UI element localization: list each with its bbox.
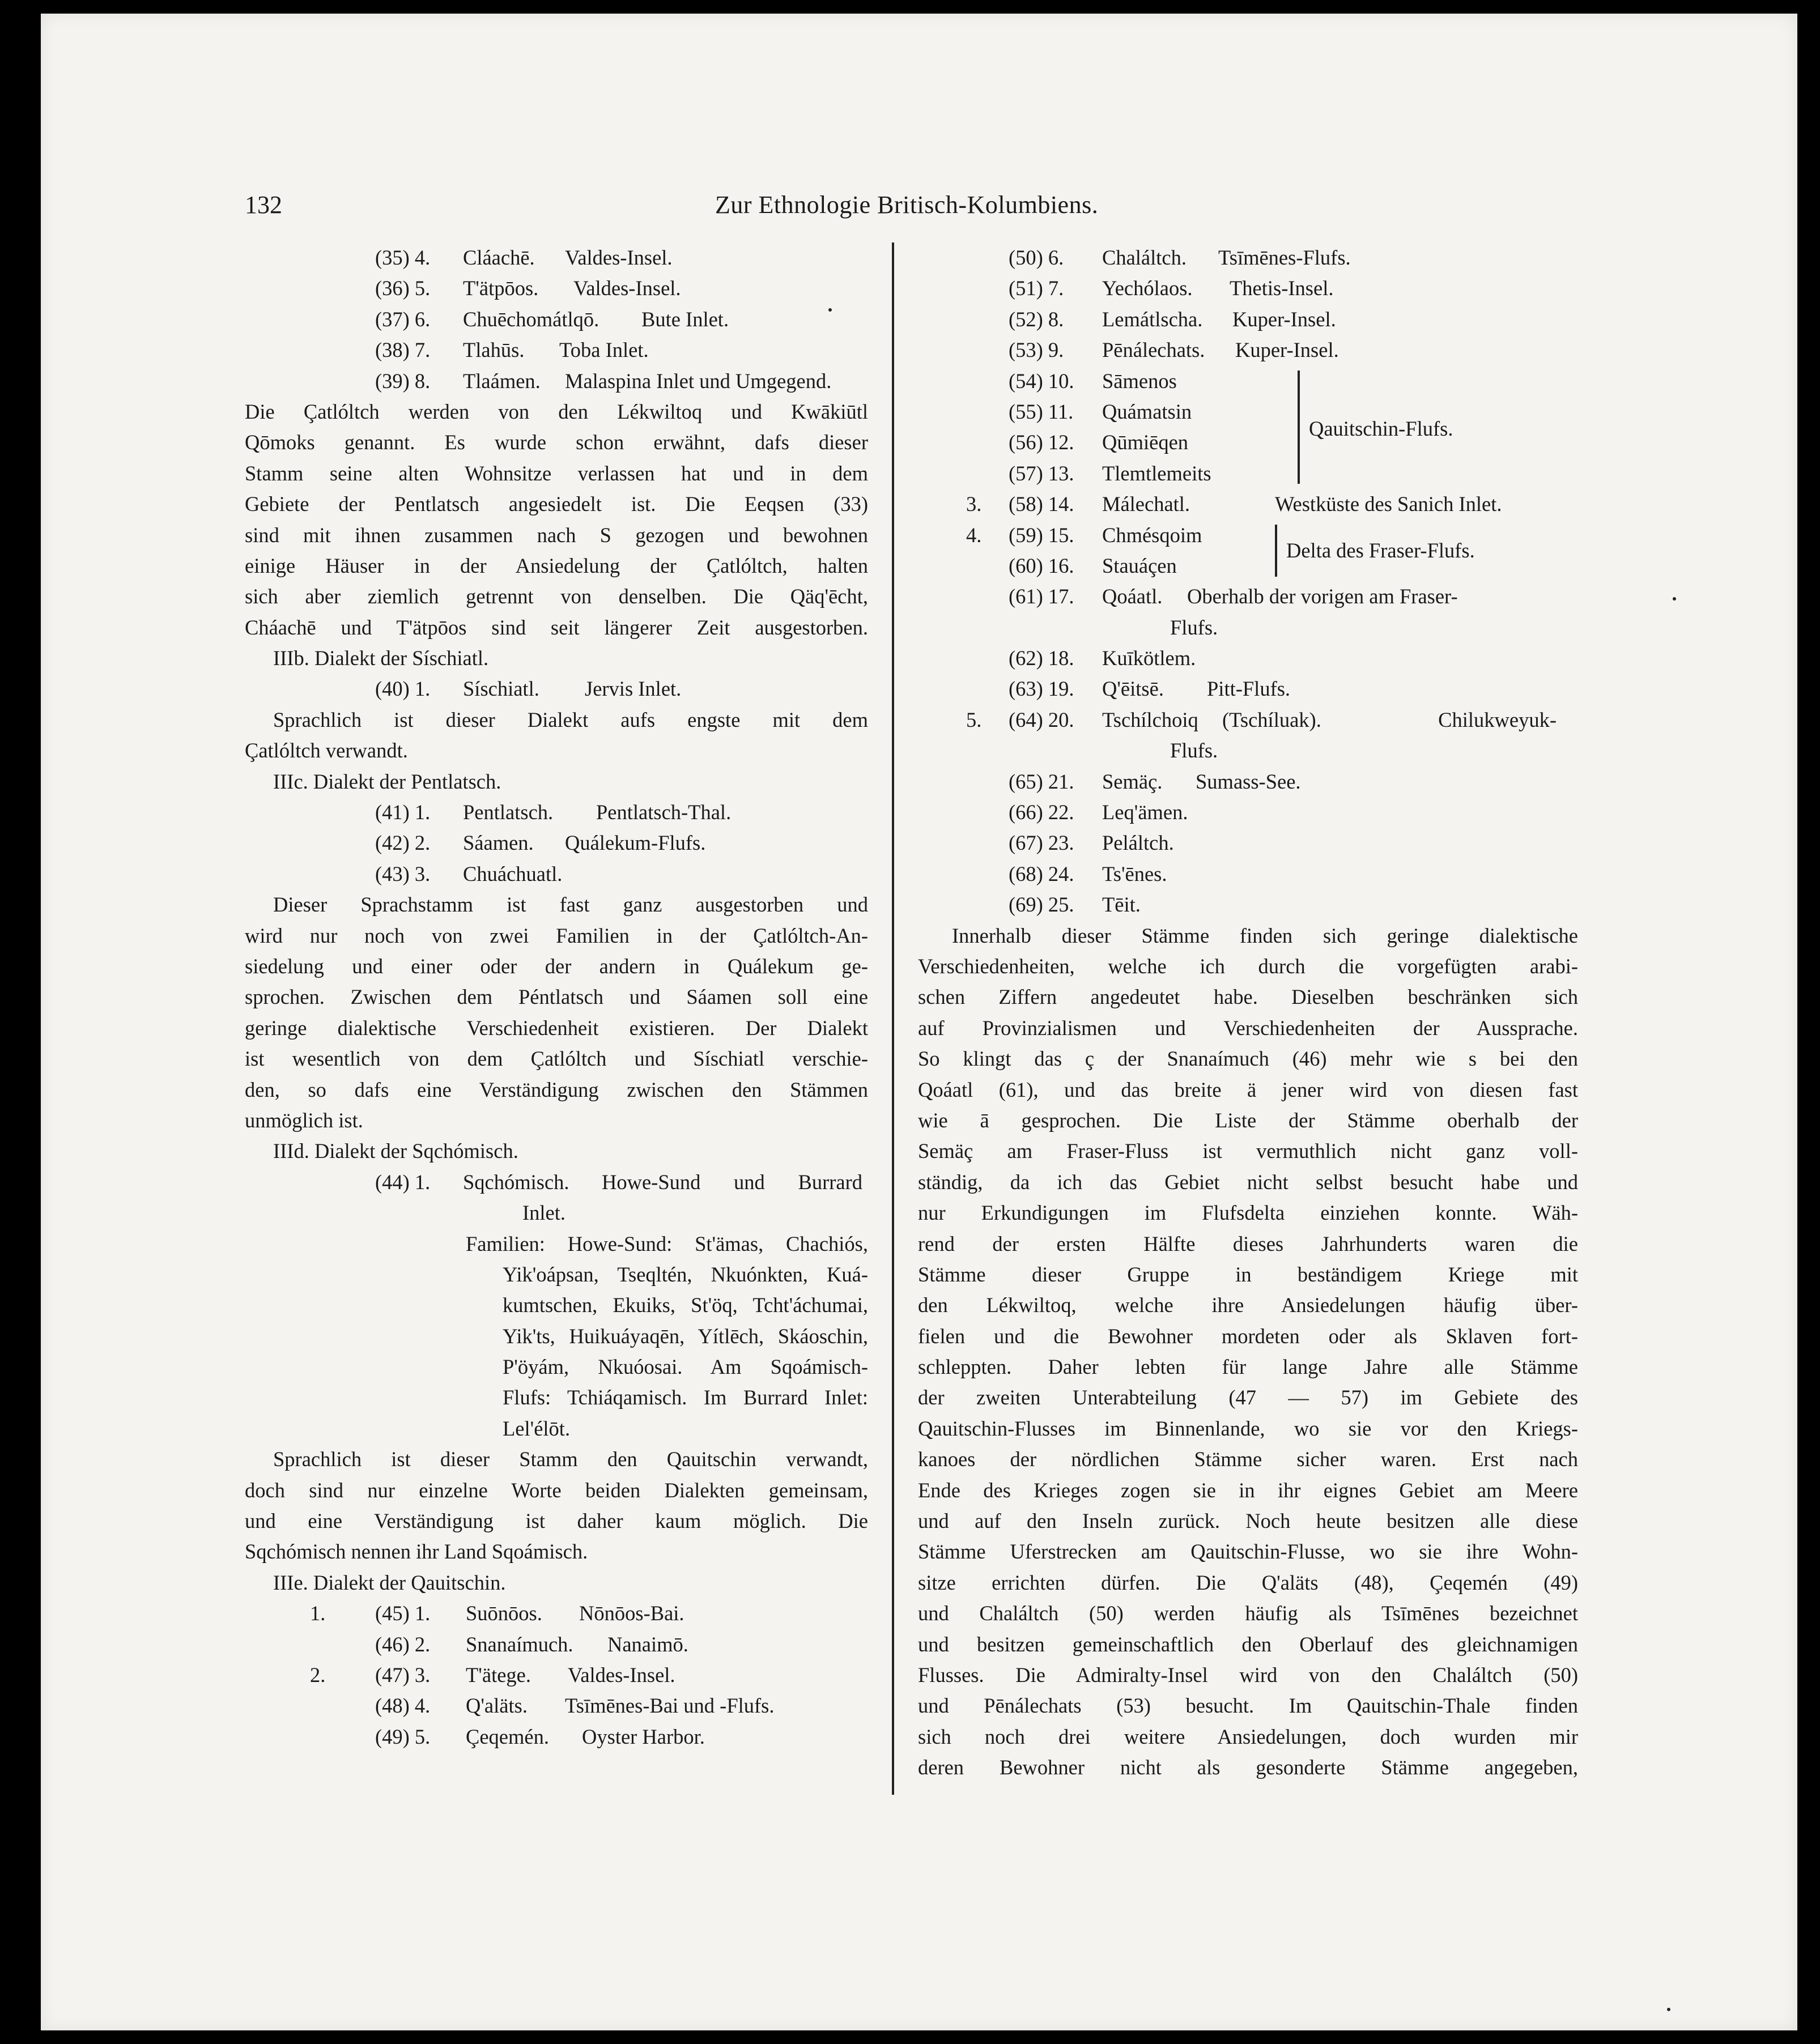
text-line: kanoes der nördlichen Stämme sicher waren. Erst nach xyxy=(918,1447,1578,1471)
text-line: fielen und die Bewohner mordeten oder als Sklaven fort- xyxy=(918,1324,1578,1348)
entry-number: (60) 16. xyxy=(1009,553,1074,577)
text-line: wie ā gesprochen. Die Liste der Stämme oberhalb der xyxy=(918,1108,1578,1132)
entry-name: Qūmiēqen xyxy=(1102,431,1189,454)
entry-number: (63) 19. xyxy=(1009,677,1074,701)
entry-name: Quámatsin xyxy=(1102,399,1192,423)
entry-number: (56) 12. xyxy=(1009,431,1074,454)
entry-place: (Tschíluak). Chilukweyuk- xyxy=(1222,708,1557,731)
text-line: Çatlóltch verwandt. xyxy=(245,739,408,763)
entry-name: Sqchómisch. xyxy=(463,1170,569,1194)
tribe-entry xyxy=(918,889,1578,920)
entry-number: (35) 4. xyxy=(375,246,431,269)
entry-place: Quálekum-Flufs. xyxy=(565,831,706,855)
tribe-entry xyxy=(245,859,868,889)
tribe-entry xyxy=(918,551,1578,581)
entry-number: (45) 1. xyxy=(375,1602,431,1625)
text-line: unmöglich ist. xyxy=(245,1108,363,1132)
scanned-page xyxy=(41,14,1797,2030)
text-line: und auf den Inseln zurück. Noch heute besitzen alle diese xyxy=(918,1509,1578,1533)
text-line: Flusses. Die Admiralty-Insel wird von den Chaláltch (50) xyxy=(918,1663,1578,1687)
page-number: 132 xyxy=(245,191,282,219)
tribe-entry xyxy=(918,828,1578,858)
text-line: sprochen. Zwischen dem Péntlatsch und Sáamen soll eine xyxy=(245,985,868,1009)
entry-name: T'ätpōos. xyxy=(463,276,539,300)
entry-number: (41) 1. xyxy=(375,800,431,824)
entry-place: Oberhalb der vorigen am Fraser- xyxy=(1187,585,1458,608)
entry-name: Chmésqoim xyxy=(1102,523,1202,547)
text-line: Sprachlich ist dieser Stamm den Qauitschin verwandt, xyxy=(273,1447,868,1471)
entry-place: Sumass-See. xyxy=(1196,769,1301,793)
tribe-entry xyxy=(918,273,1578,304)
tribe-entry xyxy=(918,458,1578,489)
section-heading-iiic: IIIc. Dialekt der Pentlatsch. xyxy=(273,769,501,793)
text-line: sich aber ziemlich getrennt von denselben. Die Qäq'ēcht, xyxy=(245,585,868,608)
entry-group: 1. xyxy=(310,1602,326,1625)
paragraph-sischiatl xyxy=(245,705,868,766)
entry-number: (68) 24. xyxy=(1009,862,1074,885)
entry-place: Kuper-Insel. xyxy=(1232,307,1336,331)
ink-speck xyxy=(1667,2008,1670,2011)
entry-number: (51) 7. xyxy=(1009,276,1064,300)
entry-name: Peláltch. xyxy=(1102,831,1174,855)
tribe-entry xyxy=(245,828,868,858)
text-line: schen Ziffern angedeutet habe. Dieselben beschränken sich xyxy=(918,985,1578,1009)
text-line: einige Häuser in der Ansiedelung der Çatlóltch, halten xyxy=(245,553,868,577)
text-line: sitze errichten dürfen. Die Q'aläts (48), Çeqemén (49) xyxy=(918,1570,1578,1594)
tribe-entry xyxy=(245,1167,868,1198)
text-line: siedelung und einer oder der andern in Quálekum ge- xyxy=(245,954,868,978)
page-header xyxy=(245,190,1605,236)
text-line: sind mit ihnen zusammen nach S gezogen und bewohnen xyxy=(245,523,868,547)
tribe-entry xyxy=(245,304,868,335)
entry-place: Valdes-Insel. xyxy=(568,1663,675,1687)
tribe-entry xyxy=(245,1660,868,1690)
entry-list-a xyxy=(245,242,868,397)
column-divider xyxy=(892,242,894,1795)
text-line: sich noch drei weitere Ansiedelungen, doch wurden mir xyxy=(918,1724,1578,1748)
entry-number: (47) 3. xyxy=(375,1663,431,1687)
tribe-entry xyxy=(245,1598,868,1629)
text-line: und Chaláltch (50) werden häufig als Tsīmēnes bezeichnet xyxy=(918,1602,1578,1625)
entry-name: Tschílchoiq xyxy=(1102,708,1198,731)
entry-name: Chuēchomátlqō. xyxy=(463,307,599,331)
entry-number: (43) 3. xyxy=(375,862,431,885)
entry-place: Pitt-Flufs. xyxy=(1207,677,1291,701)
entry-place: Nōnōos-Bai. xyxy=(579,1602,684,1625)
entry-name: Semäç. xyxy=(1102,769,1163,793)
entry-name: Tlaámen. xyxy=(463,369,541,393)
bracket-label: Qauitschin-Flufs. xyxy=(1309,416,1453,440)
entry-place: Pentlatsch-Thal. xyxy=(596,800,732,824)
entry-name: T'ätege. xyxy=(466,1663,531,1687)
text-line: kumtschen, Ekuiks, St'öq, Tcht'áchumai, xyxy=(503,1293,868,1317)
entry-place: Kuper-Insel. xyxy=(1235,338,1339,362)
entry-number: (52) 8. xyxy=(1009,307,1064,331)
text-line: auf Provinzialismen und Verschiedenheiten der Aussprache. xyxy=(918,1016,1578,1040)
entry-list-c xyxy=(245,797,868,889)
entry-list-e xyxy=(245,1598,868,1752)
section-heading-iiie: IIIe. Dialekt der Qauitschin. xyxy=(273,1570,506,1594)
tribe-entry xyxy=(918,489,1578,519)
text-line: Stämme dieser Gruppe in beständigem Kriege mit xyxy=(918,1262,1578,1286)
entry-name: Snanaímuch. xyxy=(466,1632,573,1656)
paragraph-catloltch xyxy=(245,397,868,643)
entry-name: Suōnōos. xyxy=(466,1602,542,1625)
entry-name: Sāmenos xyxy=(1102,369,1177,393)
entry-name: Tlemtlemeits xyxy=(1102,461,1211,485)
left-column xyxy=(245,242,868,1752)
entry-name: Cláachē. xyxy=(463,246,535,269)
entry-place: Nanaimō. xyxy=(607,1632,688,1656)
tribe-entry xyxy=(918,427,1578,458)
tribe-entry xyxy=(918,859,1578,889)
text-line: Familien: Howe-Sund: St'ämas, Chachiós, xyxy=(466,1232,868,1255)
text-line: Dieser Sprachstamm ist fast ganz ausgestorben und xyxy=(273,893,868,917)
tribe-entry xyxy=(918,520,1578,551)
entry-list-right-c xyxy=(918,766,1578,921)
text-line: deren Bewohner nicht als gesonderte Stämme angegeben, xyxy=(918,1756,1578,1779)
text-line: So klingt das ç der Snanaímuch (46) mehr wie s bei den xyxy=(918,1047,1578,1071)
entry-continuation: Flufs. xyxy=(1170,739,1218,763)
entry-name: Q'ēitsē. xyxy=(1102,677,1164,701)
entry-place: Tsīmēnes-Flufs. xyxy=(1218,246,1351,269)
tribe-entry xyxy=(245,1722,868,1752)
tribe-entry xyxy=(245,674,868,704)
entry-number: (46) 2. xyxy=(375,1632,431,1656)
entry-name: Tēit. xyxy=(1102,893,1141,917)
paragraph-sqchomisch xyxy=(245,1444,868,1568)
entry-number: (57) 13. xyxy=(1009,461,1074,485)
text-line: und eine Verständigung ist daher kaum möglich. Die xyxy=(245,1509,868,1533)
ink-speck xyxy=(828,308,832,312)
text-line: Gebiete der Pentlatsch angesiedelt ist. Die Eeqsen (33) xyxy=(245,492,868,516)
entry-number: (53) 9. xyxy=(1009,338,1064,362)
text-line: Verschiedenheiten, welche ich durch die vorgefügten arabi- xyxy=(918,954,1578,978)
entry-name: Lemátlscha. xyxy=(1102,307,1203,331)
tribe-entry xyxy=(245,366,868,397)
text-line: Cháachē und T'ätpōos sind seit längerer Zeit ausgestorben. xyxy=(245,615,868,639)
text-line: Qoáatl (61), und das breite ä jener wird von diesen fast xyxy=(918,1078,1578,1101)
entry-place: Valdes-Insel. xyxy=(573,276,681,300)
text-line: Yik'oápsan, Tseqltén, Nkuónkten, Kuá- xyxy=(503,1262,868,1286)
ink-speck xyxy=(1673,597,1676,601)
text-line: Ende des Krieges zogen sie in ihr eignes Gebiet am Meere xyxy=(918,1478,1578,1502)
entry-name: Pēnálechats. xyxy=(1102,338,1205,362)
entry-number: (69) 25. xyxy=(1009,893,1074,917)
entry-group: 5. xyxy=(966,708,982,731)
entry-name: Yechólaos. xyxy=(1102,276,1193,300)
entry-number: (48) 4. xyxy=(375,1694,431,1718)
text-line: ist wesentlich von dem Çatlóltch und Síschiatl verschie- xyxy=(245,1047,868,1071)
entry-number: (58) 14. xyxy=(1009,492,1074,516)
running-title: Zur Ethnologie Britisch-Kolumbiens. xyxy=(715,191,1099,219)
entry-number: (66) 22. xyxy=(1009,800,1074,824)
tribe-entry xyxy=(918,366,1578,397)
text-line: Flufs: Tchiáqamisch. Im Burrard Inlet: xyxy=(503,1386,868,1409)
tribe-entry xyxy=(918,581,1578,612)
text-line: Lel'élōt. xyxy=(503,1416,571,1440)
entry-number: (65) 21. xyxy=(1009,769,1074,793)
familien-list xyxy=(245,1229,868,1445)
text-line: Die Çatlóltch werden von den Lékwiltoq und Kwākiūtl xyxy=(245,399,868,423)
text-line: ständig, da ich das Gebiet nicht selbst besucht habe und xyxy=(918,1170,1578,1194)
entry-place: Toba Inlet. xyxy=(559,338,649,362)
tribe-entry xyxy=(245,1629,868,1660)
paragraph-pentlatsch xyxy=(245,889,868,1136)
entry-number: (42) 2. xyxy=(375,831,431,855)
section-heading-iiib: IIIb. Dialekt der Síschiatl. xyxy=(273,646,489,670)
entry-group: 3. xyxy=(966,492,982,516)
tribe-entry xyxy=(918,766,1578,797)
text-line: Sqchómisch nennen ihr Land Sqoámisch. xyxy=(245,1540,588,1564)
entry-name: Qoáatl. xyxy=(1102,585,1163,608)
entry-place: Tsīmēnes-Bai und -Flufs. xyxy=(565,1694,775,1718)
entry-place: Thetis-Insel. xyxy=(1230,276,1334,300)
text-line: Yik'ts, Huikuáyaqēn, Yítlēch, Skáoschin, xyxy=(503,1324,868,1348)
tribe-entry xyxy=(245,273,868,304)
entry-number: (62) 18. xyxy=(1009,646,1074,670)
bracket-label: Delta des Fraser-Flufs. xyxy=(1286,538,1475,562)
text-line: Qauitschin-Flusses im Binnenlande, wo sie vor den Kriegs- xyxy=(918,1416,1578,1440)
section-heading-iiid: IIId. Dialekt der Sqchómisch. xyxy=(273,1139,518,1163)
text-line: der zweiten Unterabteilung (47 — 57) im Gebiete des xyxy=(918,1386,1578,1409)
entry-number: (50) 6. xyxy=(1009,246,1064,269)
entry-number: (55) 11. xyxy=(1009,399,1074,423)
entry-continuation: Flufs. xyxy=(1170,615,1218,639)
entry-name: Pentlatsch. xyxy=(463,800,554,824)
entry-number: (61) 17. xyxy=(1009,585,1074,608)
tribe-entry xyxy=(918,242,1578,273)
entry-name: Chuáchuatl. xyxy=(463,862,563,885)
entry-number: (37) 6. xyxy=(375,307,431,331)
entry-number: (59) 15. xyxy=(1009,523,1074,547)
text-line: und besitzen gemeinschaftlich den Oberlauf des gleichnamigen xyxy=(918,1632,1578,1656)
text-line: Innerhalb dieser Stämme finden sich geringe dialektische xyxy=(952,923,1578,947)
entry-name: Ts'ēnes. xyxy=(1102,862,1167,885)
entry-name: Sáamen. xyxy=(463,831,534,855)
text-line: rend der ersten Hälfte dieses Jahrhunderts waren die xyxy=(918,1232,1578,1255)
text-line: schleppten. Daher lebten für lange Jahre alle Stämme xyxy=(918,1355,1578,1379)
entry-name: Tlahūs. xyxy=(463,338,525,362)
tribe-entry xyxy=(918,397,1578,427)
tribe-entry xyxy=(918,797,1578,828)
text-line: den Lékwiltoq, welche ihre Ansiedelungen häufig über- xyxy=(918,1293,1578,1317)
text-line: Stamm seine alten Wohnsitze verlassen hat und in dem xyxy=(245,461,868,485)
tribe-entry xyxy=(245,797,868,828)
paragraph-dialects xyxy=(918,921,1578,1783)
entry-number: (49) 5. xyxy=(375,1724,431,1748)
entry-place: Jervis Inlet. xyxy=(585,677,682,701)
brace-line xyxy=(1265,525,1277,577)
entry-place: Valdes-Insel. xyxy=(565,246,673,269)
bracket-group-qauitschin xyxy=(918,366,1578,489)
text-line: Stämme Uferstrecken am Qauitschin-Flusse, wo sie ihre Wohn- xyxy=(918,1540,1578,1564)
text-line: geringe dialektische Verschiedenheit existieren. Der Dialekt xyxy=(245,1016,868,1040)
bracket-group-fraser-delta xyxy=(918,520,1578,582)
tribe-entry xyxy=(918,705,1578,735)
tribe-entry xyxy=(245,335,868,365)
text-line: doch sind nur einzelne Worte beiden Dialekten gemeinsam, xyxy=(245,1478,868,1502)
entry-place: Bute Inlet. xyxy=(641,307,729,331)
entry-group: 4. xyxy=(966,523,982,547)
text-line: Semäç am Fraser-Fluss ist vermuthlich nicht ganz voll- xyxy=(918,1139,1578,1163)
text-line: nur Erkundigungen im Flufsdelta einziehen konnte. Wäh- xyxy=(918,1201,1578,1225)
entry-place: Westküste des Sanich Inlet. xyxy=(1275,492,1502,516)
right-column xyxy=(918,242,1578,1783)
entry-list-right-a xyxy=(918,242,1578,366)
tribe-entry xyxy=(245,1690,868,1721)
entry-number: (39) 8. xyxy=(375,369,431,393)
entry-name: Chaláltch. xyxy=(1102,246,1187,269)
entry-name: Stauáçen xyxy=(1102,553,1177,577)
entry-place: Malaspina Inlet und Umgegend. xyxy=(565,369,832,393)
entry-name: Q'aläts. xyxy=(466,1694,528,1718)
text-line: und Pēnálechats (53) besucht. Im Qauitschin-Thale finden xyxy=(918,1694,1578,1718)
tribe-entry xyxy=(245,242,868,273)
entry-number: (40) 1. xyxy=(375,677,431,701)
text-line: den, so dafs eine Verständigung zwischen den Stämmen xyxy=(245,1078,868,1101)
entry-place: Howe-Sund und Burrard xyxy=(602,1170,862,1194)
entry-group: 2. xyxy=(310,1663,326,1687)
text-line: wird nur noch von zwei Familien in der Çatlóltch-An- xyxy=(245,923,868,947)
entry-number: (38) 7. xyxy=(375,338,431,362)
tribe-entry xyxy=(918,335,1578,365)
entry-name: Málechatl. xyxy=(1102,492,1190,516)
text-line: Sprachlich ist dieser Dialekt aufs engste mit dem xyxy=(273,708,868,731)
entry-number: (64) 20. xyxy=(1009,708,1074,731)
entry-number: (44) 1. xyxy=(375,1170,431,1194)
entry-name: Leq'ämen. xyxy=(1102,800,1188,824)
entry-list-right-b xyxy=(918,643,1578,705)
brace-line xyxy=(1287,371,1300,484)
entry-continuation: Inlet. xyxy=(522,1201,566,1225)
text-line: P'öyám, Nkuóosai. Am Sqoámisch- xyxy=(503,1355,868,1379)
entry-name: Çeqemén. xyxy=(466,1724,549,1748)
tribe-entry xyxy=(918,643,1578,674)
entry-name: Kuīkötlem. xyxy=(1102,646,1196,670)
entry-number: (36) 5. xyxy=(375,276,431,300)
entry-name: Síschiatl. xyxy=(463,677,539,701)
entry-number: (54) 10. xyxy=(1009,369,1074,393)
entry-place: Oyster Harbor. xyxy=(582,1724,705,1748)
text-line: Qōmoks genannt. Es wurde schon erwähnt, dafs dieser xyxy=(245,431,868,454)
tribe-entry xyxy=(918,304,1578,335)
entry-number: (67) 23. xyxy=(1009,831,1074,855)
tribe-entry xyxy=(918,674,1578,704)
